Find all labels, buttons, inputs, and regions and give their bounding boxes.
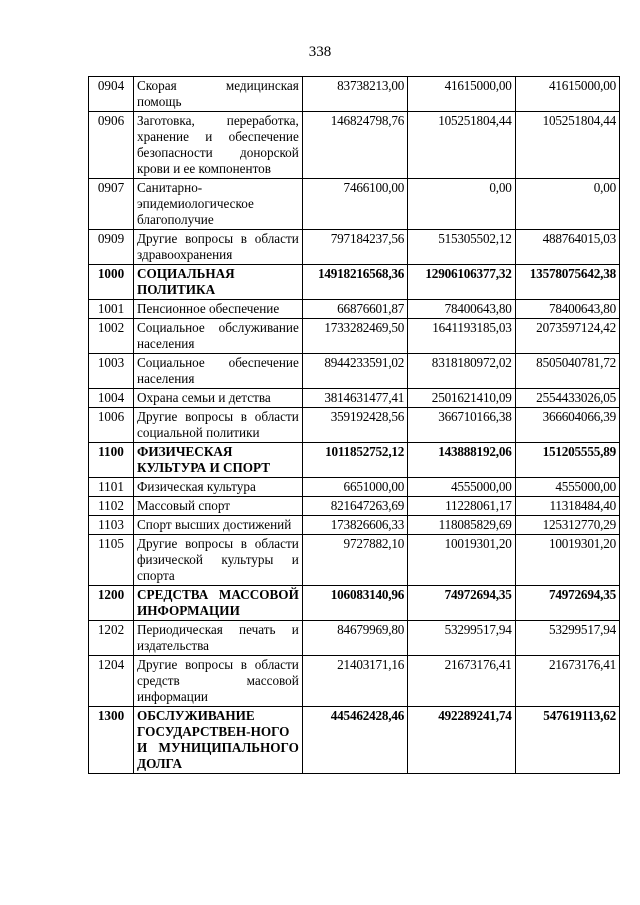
- row-value-col1: 797184237,56: [302, 230, 407, 265]
- table-row: [89, 516, 620, 535]
- row-name: ОБСЛУЖИВАНИЕ ГОСУДАРСТВЕН-НОГО И МУНИЦИПАЛЬНОГО ДОЛГА: [134, 707, 303, 774]
- row-value-col1: 445462428,46: [302, 707, 407, 774]
- row-name: Санитарно-эпидемиологическое благополучие: [134, 179, 303, 230]
- row-code: 0909: [89, 230, 134, 265]
- table-row: [89, 265, 620, 300]
- row-value-col1: 84679969,80: [302, 621, 407, 656]
- row-name: Другие вопросы в области средств массовой информации: [134, 656, 303, 707]
- table-row: [89, 656, 620, 707]
- row-value-col2: 53299517,94: [408, 621, 515, 656]
- row-value-col2: 8318180972,02: [408, 354, 515, 389]
- row-name: Массовый спорт: [134, 497, 303, 516]
- row-value-col3: 125312770,29: [515, 516, 619, 535]
- table-row: [89, 112, 620, 179]
- row-value-col2: 1641193185,03: [408, 319, 515, 354]
- row-name: Другие вопросы в области здравоохранения: [134, 230, 303, 265]
- row-code: 1100: [89, 443, 134, 478]
- row-value-col1: 359192428,56: [302, 408, 407, 443]
- table-row: [89, 621, 620, 656]
- row-name: Охрана семьи и детства: [134, 389, 303, 408]
- table-row: [89, 230, 620, 265]
- row-value-col3: 11318484,40: [515, 497, 619, 516]
- row-value-col2: 2501621410,09: [408, 389, 515, 408]
- row-value-col3: 10019301,20: [515, 535, 619, 586]
- row-value-col1: 6651000,00: [302, 478, 407, 497]
- row-value-col2: 0,00: [408, 179, 515, 230]
- row-value-col3: 366604066,39: [515, 408, 619, 443]
- page-number: 338: [308, 44, 332, 60]
- table-row: [89, 179, 620, 230]
- row-value-col2: 74972694,35: [408, 586, 515, 621]
- row-value-col2: 143888192,06: [408, 443, 515, 478]
- table-row: [89, 497, 620, 516]
- row-value-col1: 1011852752,12: [302, 443, 407, 478]
- row-name: Другие вопросы в области социальной политики: [134, 408, 303, 443]
- row-code: 1204: [89, 656, 134, 707]
- row-code: 0906: [89, 112, 134, 179]
- row-name: Спорт высших достижений: [134, 516, 303, 535]
- row-value-col1: 821647263,69: [302, 497, 407, 516]
- row-value-col3: 8505040781,72: [515, 354, 619, 389]
- row-value-col1: 66876601,87: [302, 300, 407, 319]
- row-value-col2: 41615000,00: [408, 77, 515, 112]
- row-value-col2: 11228061,17: [408, 497, 515, 516]
- row-value-col1: 173826606,33: [302, 516, 407, 535]
- row-value-col3: 2554433026,05: [515, 389, 619, 408]
- row-code: 1200: [89, 586, 134, 621]
- row-value-col2: 366710166,38: [408, 408, 515, 443]
- row-code: 1202: [89, 621, 134, 656]
- row-value-col1: 21403171,16: [302, 656, 407, 707]
- row-code: 1002: [89, 319, 134, 354]
- row-value-col3: 13578075642,38: [515, 265, 619, 300]
- row-value-col3: 53299517,94: [515, 621, 619, 656]
- table-body: [89, 77, 620, 774]
- table-row: [89, 478, 620, 497]
- row-code: 0907: [89, 179, 134, 230]
- row-value-col2: 21673176,41: [408, 656, 515, 707]
- row-code: 1003: [89, 354, 134, 389]
- row-name: Социальное обслуживание населения: [134, 319, 303, 354]
- row-code: 1102: [89, 497, 134, 516]
- budget-table: [88, 76, 620, 774]
- row-value-col1: 1733282469,50: [302, 319, 407, 354]
- row-name: СОЦИАЛЬНАЯ ПОЛИТИКА: [134, 265, 303, 300]
- row-value-col3: 0,00: [515, 179, 619, 230]
- table-row: [89, 300, 620, 319]
- table-row: [89, 354, 620, 389]
- row-value-col2: 4555000,00: [408, 478, 515, 497]
- row-code: 1001: [89, 300, 134, 319]
- row-code: 1101: [89, 478, 134, 497]
- row-value-col1: 7466100,00: [302, 179, 407, 230]
- row-value-col2: 78400643,80: [408, 300, 515, 319]
- row-value-col2: 515305502,12: [408, 230, 515, 265]
- table-row: [89, 319, 620, 354]
- row-name: СРЕДСТВА МАССОВОЙ ИНФОРМАЦИИ: [134, 586, 303, 621]
- table-row: [89, 707, 620, 774]
- row-value-col3: 74972694,35: [515, 586, 619, 621]
- row-value-col2: 492289241,74: [408, 707, 515, 774]
- row-code: 1105: [89, 535, 134, 586]
- table-row: [89, 408, 620, 443]
- row-value-col2: 12906106377,32: [408, 265, 515, 300]
- row-value-col1: 106083140,96: [302, 586, 407, 621]
- row-value-col3: 547619113,62: [515, 707, 619, 774]
- row-value-col1: 3814631477,41: [302, 389, 407, 408]
- row-name: Заготовка, переработка, хранение и обеспечение безопасности донорской крови и ее компонентов: [134, 112, 303, 179]
- row-value-col1: 83738213,00: [302, 77, 407, 112]
- row-value-col3: 41615000,00: [515, 77, 619, 112]
- row-value-col1: 9727882,10: [302, 535, 407, 586]
- row-value-col3: 4555000,00: [515, 478, 619, 497]
- table-row: [89, 389, 620, 408]
- table-row: [89, 535, 620, 586]
- row-value-col2: 105251804,44: [408, 112, 515, 179]
- row-code: 1300: [89, 707, 134, 774]
- row-value-col1: 8944233591,02: [302, 354, 407, 389]
- row-code: 1006: [89, 408, 134, 443]
- row-name: Физическая культура: [134, 478, 303, 497]
- row-value-col3: 2073597124,42: [515, 319, 619, 354]
- row-code: 0904: [89, 77, 134, 112]
- row-name: Другие вопросы в области физической культуры и спорта: [134, 535, 303, 586]
- row-name: Социальное обеспечение населения: [134, 354, 303, 389]
- row-value-col3: 78400643,80: [515, 300, 619, 319]
- row-name: Пенсионное обеспечение: [134, 300, 303, 319]
- row-value-col3: 151205555,89: [515, 443, 619, 478]
- row-value-col2: 10019301,20: [408, 535, 515, 586]
- row-code: 1103: [89, 516, 134, 535]
- row-value-col3: 21673176,41: [515, 656, 619, 707]
- row-name: ФИЗИЧЕСКАЯ КУЛЬТУРА И СПОРТ: [134, 443, 303, 478]
- row-value-col3: 105251804,44: [515, 112, 619, 179]
- table-row: [89, 586, 620, 621]
- row-value-col1: 14918216568,36: [302, 265, 407, 300]
- row-value-col1: 146824798,76: [302, 112, 407, 179]
- row-value-col2: 118085829,69: [408, 516, 515, 535]
- row-code: 1004: [89, 389, 134, 408]
- row-name: Периодическая печать и издательства: [134, 621, 303, 656]
- row-name: Скорая медицинская помощь: [134, 77, 303, 112]
- row-code: 1000: [89, 265, 134, 300]
- table-row: [89, 77, 620, 112]
- row-value-col3: 488764015,03: [515, 230, 619, 265]
- table-row: [89, 443, 620, 478]
